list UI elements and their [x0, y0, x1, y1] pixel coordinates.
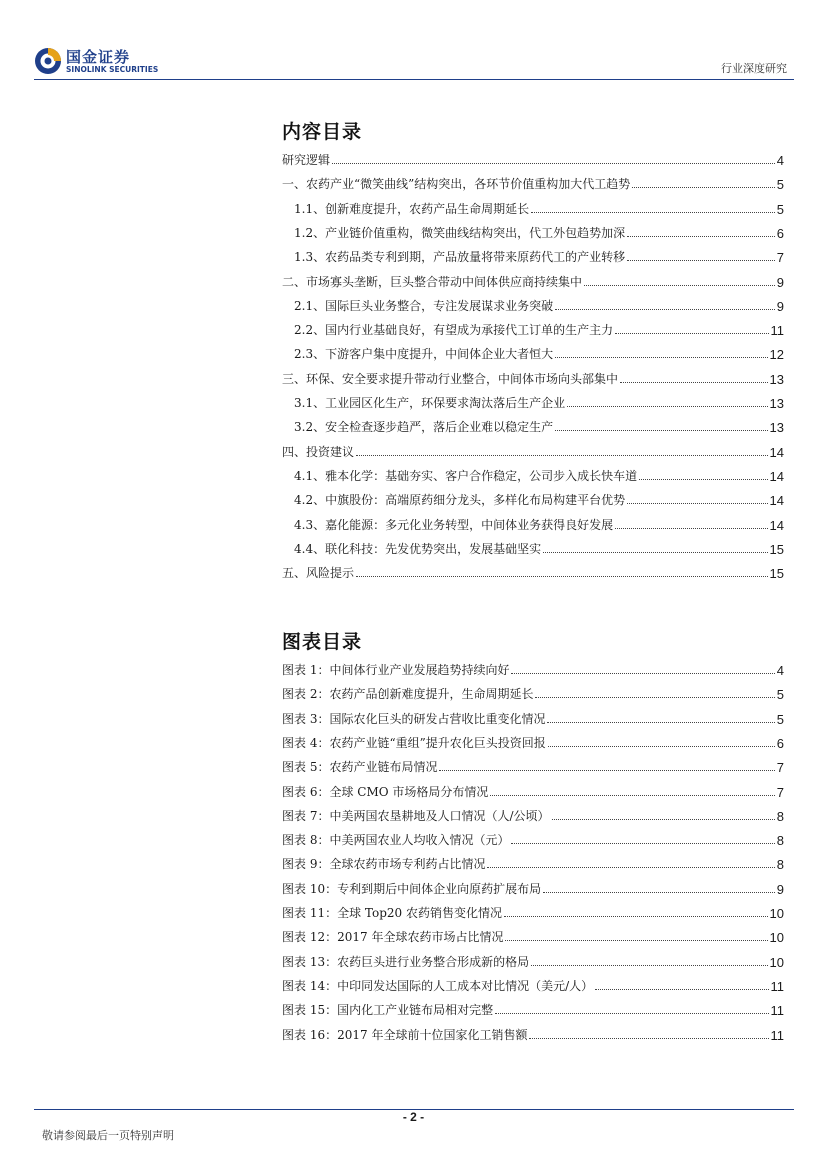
- page-header: [0, 0, 827, 82]
- dot-leader: [332, 163, 775, 164]
- dot-leader: [439, 770, 774, 771]
- figure-item[interactable]: [282, 854, 784, 872]
- figure-item-page: 10: [769, 954, 784, 970]
- dot-leader: [487, 867, 774, 868]
- dot-leader: [511, 843, 774, 844]
- contents-item-label: 2.2、国内行业基础良好，有望成为承接代工订单的生产主力: [294, 323, 614, 338]
- contents-item[interactable]: [282, 563, 784, 581]
- contents-item-page: 13: [769, 420, 784, 436]
- figure-item-label: 图表 1：中间体行业产业发展趋势持续向好: [282, 663, 510, 677]
- dot-leader: [552, 819, 775, 820]
- contents-item-label: 4.3、嘉化能源：多元化业务转型，中间体业务获得良好发展: [294, 517, 614, 532]
- company-logo: [34, 45, 184, 79]
- contents-title: 内容目录: [282, 121, 363, 143]
- logo-chinese-name: 国金证券: [66, 48, 131, 66]
- contents-item-label: 4.4、联化科技：先发优势突出，发展基础坚实: [294, 541, 542, 556]
- dot-leader: [639, 479, 767, 480]
- figure-item-page: 10: [769, 906, 784, 921]
- dot-leader: [531, 212, 775, 213]
- dot-leader: [584, 285, 775, 286]
- contents-item-page: 12: [769, 347, 784, 363]
- dot-leader: [632, 187, 774, 188]
- contents-item-label: 2.3、下游客户集中度提升，中间体企业大者恒大: [294, 347, 554, 362]
- dot-leader: [531, 965, 767, 966]
- figure-item-page: 11: [770, 1027, 784, 1043]
- figure-item-label: 图表 5：农药产业链布局情况: [282, 760, 438, 775]
- figure-item[interactable]: [282, 709, 784, 727]
- contents-item-page: 15: [769, 566, 784, 582]
- figure-item[interactable]: [282, 733, 784, 751]
- figure-item-label: 图表 2：农药产品创新难度提升，生命周期延长: [282, 687, 534, 702]
- contents-item-label: 2.1、国际巨头业务整合，专注发展谋求业务突破: [294, 298, 554, 313]
- contents-item-label: 五、风险提示: [282, 566, 355, 581]
- figure-item-page: 8: [776, 808, 784, 824]
- contents-item[interactable]: [282, 223, 784, 241]
- dot-leader: [356, 576, 768, 577]
- figure-item[interactable]: [282, 782, 784, 800]
- dot-leader: [555, 309, 775, 310]
- contents-item-label: 四、投资建议: [282, 444, 355, 459]
- figure-item-page: 5: [776, 711, 784, 727]
- contents-item-page: 7: [776, 250, 784, 266]
- dot-leader: [495, 1013, 768, 1014]
- dot-leader: [504, 916, 768, 917]
- contents-item[interactable]: [282, 515, 784, 533]
- contents-item-label: 1.3、农药品类专利到期，产品放量将带来原药代工的产业转移: [294, 250, 626, 265]
- dot-leader: [547, 722, 774, 723]
- figure-item[interactable]: [282, 660, 784, 678]
- figure-item-label: 图表 6：全球 CMO 市场格局分布情况: [282, 784, 489, 799]
- contents-item-page: 9: [776, 298, 784, 314]
- figures-title: 图表目录: [282, 631, 363, 653]
- figure-item[interactable]: [282, 1025, 784, 1043]
- contents-item[interactable]: [282, 174, 784, 192]
- dot-leader: [535, 697, 774, 698]
- figure-item-page: 9: [776, 881, 784, 897]
- dot-leader: [627, 236, 775, 237]
- contents-item[interactable]: [282, 490, 784, 508]
- dot-leader: [595, 989, 768, 990]
- figure-item-page: 6: [776, 735, 784, 751]
- dot-leader: [490, 795, 774, 796]
- contents-item-page: 4: [776, 153, 784, 168]
- dot-leader: [548, 746, 775, 747]
- figure-item-label: 图表 3：国际农化巨头的研发占营收比重变化情况: [282, 711, 546, 726]
- figure-item[interactable]: [282, 806, 784, 824]
- dot-leader: [529, 1038, 768, 1039]
- contents-item-label: 1.2、产业链价值重构，微笑曲线结构突出，代工外包趋势加深: [294, 225, 626, 240]
- figure-item-label: 图表 15：国内化工产业链布局相对完整: [282, 1003, 494, 1018]
- contents-item-label: 二、市场寡头垄断，巨头整合带动中间体供应商持续集中: [282, 274, 583, 289]
- contents-item[interactable]: [282, 539, 784, 557]
- contents-item-page: 5: [776, 177, 784, 193]
- dot-leader: [543, 552, 767, 553]
- contents-item[interactable]: [282, 417, 784, 435]
- figure-item-page: 8: [776, 833, 784, 849]
- figure-item-label: 图表 10：专利到期后中间体企业向原药扩展布局: [282, 881, 542, 896]
- contents-item-label: 1.1、创新难度提升，农药产品生命周期延长: [294, 201, 530, 216]
- figure-item-label: 图表 9：全球农药市场专利药占比情况: [282, 857, 486, 872]
- figure-item[interactable]: [282, 830, 784, 848]
- figure-item[interactable]: [282, 879, 784, 897]
- contents-item[interactable]: [282, 320, 784, 338]
- figure-item-label: 图表 8：中美两国农业人均收入情况（元）: [282, 833, 510, 848]
- dot-leader: [615, 333, 768, 334]
- figure-item-page: 5: [776, 687, 784, 703]
- dot-leader: [356, 455, 768, 456]
- contents-item[interactable]: [282, 393, 784, 411]
- dot-leader: [555, 357, 767, 358]
- dot-leader: [511, 673, 774, 674]
- figure-item-page: 11: [770, 1003, 784, 1019]
- figure-item-label: 图表 7：中美两国农垦耕地及人口情况（人/公顷）: [282, 808, 550, 823]
- figure-item-page: 10: [769, 930, 784, 946]
- contents-item-page: 5: [776, 201, 784, 217]
- contents-item-label: 4.1、雅本化学：基础夯实、客户合作稳定，公司步入成长快车道: [294, 468, 638, 483]
- contents-item-page: 11: [770, 323, 784, 339]
- contents-item[interactable]: [282, 272, 784, 290]
- figure-item[interactable]: [282, 952, 784, 970]
- contents-item-page: 14: [769, 444, 784, 460]
- contents-item[interactable]: [282, 344, 784, 362]
- contents-item-page: 15: [769, 541, 784, 557]
- dot-leader: [627, 503, 767, 504]
- contents-item-label: 研究逻辑: [282, 153, 331, 167]
- figure-item[interactable]: [282, 1000, 784, 1018]
- contents-item-page: 13: [769, 396, 784, 411]
- figure-item[interactable]: [282, 903, 784, 921]
- disclaimer: 敬请参阅最后一页特别声明: [42, 1129, 174, 1142]
- contents-item-label: 4.2、中旗股份：高端原药细分龙头，多样化布局构建平台优势: [294, 493, 626, 508]
- figure-item[interactable]: [282, 684, 784, 702]
- figure-item[interactable]: [282, 927, 784, 945]
- dot-leader: [615, 528, 767, 529]
- contents-item-page: 14: [769, 468, 784, 484]
- contents-item-label: 3.2、安全检查逐步趋严，落后企业难以稳定生产: [294, 420, 554, 435]
- contents-item-label: 3.1、工业园区化生产，环保要求淘汰落后生产企业: [294, 396, 566, 410]
- contents-item[interactable]: [282, 150, 784, 168]
- figure-item-page: 4: [776, 663, 784, 678]
- dot-leader: [567, 406, 767, 407]
- contents-item-page: 9: [776, 274, 784, 290]
- contents-item[interactable]: [282, 247, 784, 265]
- logo-english-name: SINOLINK SECURITIES: [66, 65, 159, 74]
- dot-leader: [543, 892, 775, 893]
- contents-item-label: 一、农药产业“微笑曲线”结构突出，各环节价值重构加大代工趋势: [282, 177, 631, 192]
- contents-item[interactable]: [282, 199, 784, 217]
- figure-item-label: 图表 11：全球 Top20 农药销售变化情况: [282, 906, 502, 920]
- contents-item[interactable]: [282, 466, 784, 484]
- figure-item[interactable]: [282, 757, 784, 775]
- figure-item-label: 图表 16：2017 年全球前十位国家化工销售额: [282, 1027, 528, 1042]
- figure-item-page: 7: [776, 784, 784, 800]
- contents-item-page: 13: [769, 371, 784, 387]
- figure-item-label: 图表 14：中印同发达国际的人工成本对比情况（美元/人）: [282, 978, 594, 993]
- figure-item-label: 图表 12：2017 年全球农药市场占比情况: [282, 930, 504, 945]
- figure-item[interactable]: [282, 976, 784, 994]
- report-type: 行业深度研究: [721, 62, 787, 75]
- contents-item-page: 6: [776, 225, 784, 241]
- contents-item-label: 三、环保、安全要求提升带动行业整合，中间体市场向头部集中: [282, 371, 619, 386]
- dot-leader: [627, 260, 775, 261]
- contents-item[interactable]: [282, 296, 784, 314]
- contents-item[interactable]: [282, 369, 784, 387]
- sinolink-logo-icon: [34, 47, 62, 75]
- contents-item-page: 14: [769, 493, 784, 509]
- page-number: - 2 -: [402, 1110, 425, 1124]
- dot-leader: [555, 430, 767, 431]
- header-divider: [34, 79, 794, 80]
- dot-leader: [620, 382, 768, 383]
- figure-item-page: 8: [776, 857, 784, 873]
- contents-item-page: 14: [769, 517, 784, 533]
- dot-leader: [505, 940, 767, 941]
- figure-item-page: 11: [770, 978, 784, 994]
- figure-item-page: 7: [776, 760, 784, 776]
- contents-item[interactable]: [282, 442, 784, 460]
- figure-item-label: 图表 4：农药产业链“重组”提升农化巨头投资回报: [282, 735, 546, 750]
- figure-item-label: 图表 13：农药巨头进行业务整合形成新的格局: [282, 954, 530, 969]
